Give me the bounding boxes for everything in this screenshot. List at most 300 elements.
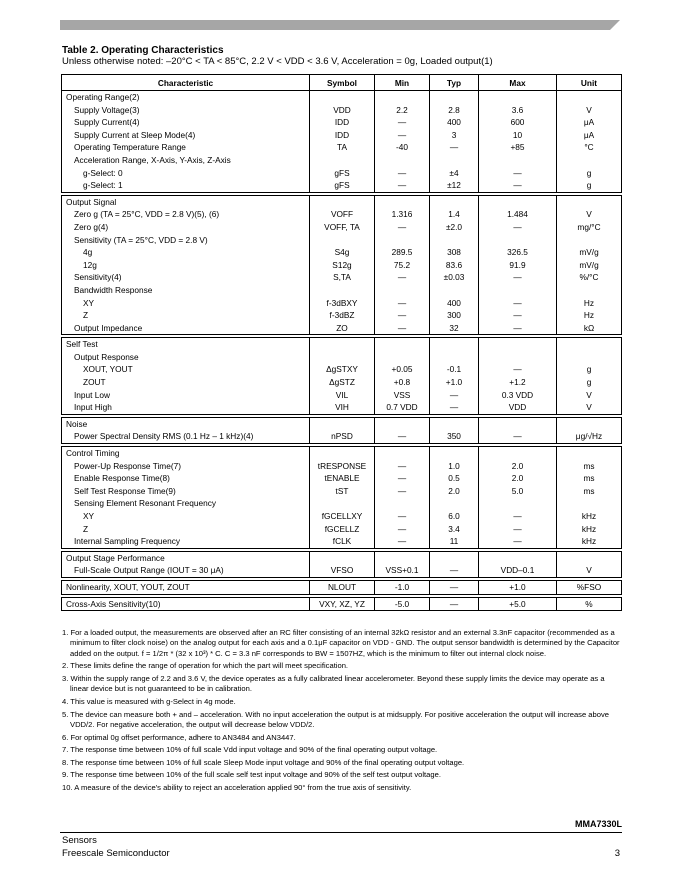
characteristic-label: Zero g (TA = 25°C, VDD = 2.8 V)(5), (6) <box>74 209 220 220</box>
cell-value: °C <box>584 142 594 153</box>
characteristic-label: Operating Temperature Range <box>74 142 186 153</box>
column-header: Symbol <box>310 75 375 91</box>
cell-value: NLOUT <box>327 581 357 592</box>
cell-value <box>479 196 556 209</box>
cell-value: S4g <box>334 247 350 258</box>
cell-value <box>479 154 556 167</box>
cell-value: — <box>397 129 407 140</box>
table-section <box>62 91 622 193</box>
column-header: Min <box>375 75 430 91</box>
cell-value: VSS <box>393 389 411 400</box>
cell-value: kHz <box>581 511 597 521</box>
table-section <box>62 417 622 443</box>
cell-value: g <box>586 377 592 388</box>
cell-value: — <box>513 180 522 191</box>
table-cell <box>479 580 557 594</box>
table-cell <box>310 338 375 415</box>
cell-value: +5.0 <box>509 598 526 609</box>
cell-value: %FSO <box>576 581 602 592</box>
cell-value <box>310 338 374 351</box>
cell-value: — <box>513 221 522 232</box>
cell-value: — <box>513 511 522 521</box>
cell-value: ms <box>583 473 595 484</box>
cell-value <box>557 351 621 364</box>
table-cell <box>62 417 310 443</box>
cell-value: μA <box>583 129 595 140</box>
column-header: Characteristic <box>62 75 310 91</box>
cell-value: — <box>397 117 407 128</box>
table-cell <box>62 597 310 611</box>
cell-value: 2.0 <box>448 485 460 496</box>
cell-value <box>430 497 478 510</box>
table-cell <box>375 447 430 549</box>
cell-value: g <box>586 180 592 191</box>
cell-value: 400 <box>447 297 461 308</box>
cell-value: S,TA <box>333 272 351 283</box>
cell-value: VOFF <box>330 209 354 220</box>
cell-value: +0.8 <box>393 377 411 388</box>
cell-value: — <box>397 221 407 232</box>
cell-value: TA <box>337 142 347 153</box>
cell-value: +1.0 <box>445 377 463 388</box>
characteristic-label: Control Timing <box>66 448 120 459</box>
cell-value: — <box>397 310 407 321</box>
cell-value <box>310 196 374 209</box>
table-cell <box>310 417 375 443</box>
characteristic-label: Supply Current(4) <box>74 117 140 128</box>
cell-value: 91.9 <box>509 259 526 270</box>
cell-value: kHz <box>581 536 597 547</box>
table-cell <box>430 580 479 594</box>
cell-value: VDD–0.1 <box>500 565 535 576</box>
cell-value: — <box>397 485 407 496</box>
operating-characteristics-table <box>61 74 622 611</box>
cell-value: IDD <box>334 117 350 128</box>
cell-value: V <box>586 565 592 576</box>
cell-value: 2.8 <box>448 104 460 115</box>
cell-value: — <box>449 142 459 153</box>
footer-divider <box>60 832 622 833</box>
footer-company: Freescale Semiconductor <box>62 848 170 859</box>
footnote: 5. The device can measure both + and – acceleration. With no input acceleration the output is at midsupply. For positive acceleration the output will increase above VDD/2. For negative acceleration, the output will decrease below VDD/2. <box>62 709 609 729</box>
cell-value <box>430 284 478 297</box>
cell-value <box>375 497 429 510</box>
cell-value: IDD <box>334 129 350 140</box>
cell-value: 11 <box>449 536 459 547</box>
cell-value: +0.05 <box>391 364 413 375</box>
cell-value: tRESPONSE <box>317 460 367 471</box>
cell-value: g <box>586 364 592 375</box>
characteristic-label: Self Test Response Time(9) <box>74 485 176 496</box>
cell-value <box>479 338 556 351</box>
footnote: 1. For a loaded output, the measurements are observed after an RC filter consisting of an internal 32kΩ resistor and an external 3.3nF capacitor (recommended as a minimum to filter clock noise) on the analog output for each axis and a 0.1μF capacitor on VDD - GND. The output sensor bandwidth is determined by the Capacitor added on the output. f = 1/2π * (32 x 10³) * C. C = 3.3 nF corresponds to BW = 1507HZ, which is the minimum to filter out internal clock noise. <box>62 628 620 658</box>
cell-value <box>430 338 478 351</box>
table-cell <box>479 597 557 611</box>
cell-value: kHz <box>581 523 597 534</box>
cell-value: — <box>449 581 459 592</box>
cell-value: VIL <box>335 389 349 400</box>
cell-value <box>430 154 478 167</box>
cell-value: 2.2 <box>396 104 408 115</box>
cell-value: g <box>586 167 592 178</box>
cell-value: tENABLE <box>324 473 360 484</box>
cell-value: +1.0 <box>509 581 526 592</box>
cell-value: 308 <box>447 247 461 258</box>
characteristic-label: XOUT, YOUT <box>83 364 133 375</box>
cell-value: — <box>513 364 522 375</box>
cell-value <box>310 447 374 460</box>
table-cell <box>62 195 310 335</box>
characteristic-label: XY <box>83 297 95 308</box>
cell-value <box>557 154 621 167</box>
cell-value: gFS <box>334 180 350 191</box>
table-cell <box>557 447 622 549</box>
cell-value: 3.6 <box>511 104 524 115</box>
cell-value <box>310 351 374 364</box>
cell-value: f-3dBXY <box>326 297 358 308</box>
cell-value: — <box>513 523 522 534</box>
characteristic-label: XY <box>83 511 95 521</box>
table-cell <box>430 447 479 549</box>
table-title: Table 2. Operating Characteristics <box>62 45 224 56</box>
cell-value: V <box>586 389 592 400</box>
cell-value: -0.1 <box>446 364 462 375</box>
cell-value: — <box>397 272 407 283</box>
cell-value: 400 <box>447 117 461 128</box>
part-number: MMA7330L <box>574 819 622 829</box>
characteristic-label: Self Test <box>66 339 98 350</box>
characteristic-label: Bandwidth Response <box>74 284 153 295</box>
characteristic-label: Input Low <box>74 389 110 400</box>
characteristic-label: Operating Range(2) <box>66 92 140 102</box>
characteristic-label: Cross-Axis Sensitivity(10) <box>66 598 161 609</box>
cell-value: % <box>585 598 593 609</box>
table-cell <box>62 580 310 594</box>
cell-value <box>310 552 374 565</box>
table-cell <box>310 91 375 193</box>
table-cell <box>557 195 622 335</box>
cell-value <box>375 447 429 460</box>
footnote: 9. The response time between 10% of the full scale self test input voltage and 90% of the self test output voltage. <box>62 770 441 780</box>
characteristic-label: 12g <box>83 259 97 270</box>
characteristic-label: Full-Scale Output Range (IOUT = 30 μA) <box>74 565 224 576</box>
cell-value: — <box>513 297 522 308</box>
footer-category: Sensors <box>62 835 97 846</box>
cell-value: VDD <box>508 402 527 413</box>
cell-value: 75.2 <box>393 259 411 270</box>
cell-value <box>479 552 556 565</box>
table-cell <box>62 338 310 415</box>
cell-value <box>430 447 478 460</box>
cell-value: μA <box>583 117 595 128</box>
table-section <box>62 338 622 415</box>
cell-value <box>375 418 429 431</box>
characteristic-label: Sensitivity (TA = 25°C, VDD = 2.8 V) <box>74 234 208 245</box>
cell-value <box>430 234 478 247</box>
cell-value <box>557 447 621 460</box>
cell-value: kΩ <box>583 322 595 333</box>
table-section <box>62 195 622 335</box>
cell-value <box>557 234 621 247</box>
cell-value <box>479 234 556 247</box>
table-cell <box>557 580 622 594</box>
cell-value: mg/°C <box>577 221 601 232</box>
cell-value: VFSO <box>330 565 354 576</box>
cell-value: Hz <box>583 297 595 308</box>
footnotes <box>62 628 622 796</box>
cell-value: 0.7 VDD <box>386 402 418 413</box>
cell-value: 1.316 <box>391 209 413 220</box>
table-cell <box>479 551 557 577</box>
cell-value: -1.0 <box>394 581 410 592</box>
table-cell <box>62 551 310 577</box>
header-bar <box>60 20 620 30</box>
cell-value: 1.4 <box>448 209 460 220</box>
cell-value: — <box>397 180 407 191</box>
footnote: 8. The response time between 10% of full scale Sleep Mode input voltage and 90% of the final operating output voltage. <box>62 757 465 767</box>
cell-value: mV/g <box>579 259 599 270</box>
characteristic-label: Internal Sampling Frequency <box>74 536 181 547</box>
table-cell <box>479 447 557 549</box>
cell-value: 1.484 <box>507 209 528 220</box>
cell-value: — <box>513 167 522 178</box>
cell-value: V <box>586 209 592 220</box>
cell-value <box>557 497 621 510</box>
footnote: 6. For optimal 0g offset performance, adhere to AN3484 and AN3447. <box>62 732 296 742</box>
cell-value: — <box>397 523 407 534</box>
table-subtitle: Unless otherwise noted: –20°C < TA < 85°C, 2.2 V < VDD < 3.6 V, Acceleration = 0g, Loaded output(1) <box>62 56 493 67</box>
cell-value: 2.0 <box>511 460 524 471</box>
table-cell <box>310 551 375 577</box>
cell-value <box>310 91 374 104</box>
cell-value <box>375 91 429 104</box>
cell-value <box>430 552 478 565</box>
table-section <box>62 551 622 577</box>
table-cell <box>557 91 622 193</box>
cell-value: ms <box>583 460 595 471</box>
cell-value <box>557 418 621 431</box>
table-cell <box>310 195 375 335</box>
cell-value <box>479 447 556 460</box>
cell-value: VIH <box>335 402 349 413</box>
cell-value <box>479 418 556 431</box>
cell-value: — <box>513 431 522 442</box>
cell-value <box>479 91 556 104</box>
cell-value: f-3dBZ <box>329 310 355 321</box>
characteristic-label: Noise <box>66 418 88 429</box>
cell-value: 289.5 <box>391 247 413 258</box>
characteristic-label: ZOUT <box>83 377 106 388</box>
cell-value <box>310 284 374 297</box>
characteristic-label: Output Signal <box>66 196 117 207</box>
characteristic-label: Output Response <box>74 351 139 362</box>
cell-value: — <box>449 598 459 609</box>
cell-value <box>430 418 478 431</box>
cell-value: +85 <box>510 142 525 153</box>
cell-value <box>375 351 429 364</box>
cell-value <box>479 351 556 364</box>
table-cell <box>310 597 375 611</box>
cell-value: 0.5 <box>448 473 460 484</box>
table-section <box>62 597 622 611</box>
column-header: Unit <box>557 75 622 91</box>
cell-value: mV/g <box>579 247 599 258</box>
characteristic-label: Output Impedance <box>74 322 143 333</box>
cell-value: ±4 <box>449 167 459 178</box>
cell-value <box>430 91 478 104</box>
table-cell <box>375 195 430 335</box>
cell-value: 3.4 <box>448 523 460 534</box>
cell-value: 2.0 <box>511 473 524 484</box>
cell-value: — <box>449 402 459 413</box>
cell-value: ΔgSTXY <box>326 364 358 375</box>
cell-value: 10 <box>512 129 523 140</box>
cell-value: — <box>449 389 459 400</box>
table-cell <box>375 597 430 611</box>
table-cell <box>430 338 479 415</box>
table-cell <box>375 417 430 443</box>
cell-value: — <box>397 431 407 442</box>
footnote: 7. The response time between 10% of full scale Vdd input voltage and 90% of the final operating output voltage. <box>62 745 438 755</box>
cell-value: VXY, XZ, YZ <box>319 598 365 609</box>
cell-value: 6.0 <box>448 511 460 521</box>
cell-value <box>375 338 429 351</box>
table-cell <box>430 91 479 193</box>
cell-value: tST <box>335 485 349 496</box>
cell-value: Hz <box>583 310 595 321</box>
cell-value <box>375 284 429 297</box>
cell-value: S12g <box>332 259 352 270</box>
cell-value: — <box>397 167 407 178</box>
cell-value: ΔgSTZ <box>329 377 355 388</box>
table-cell <box>310 447 375 549</box>
cell-value: %/°C <box>579 272 599 283</box>
cell-value: nPSD <box>331 431 353 442</box>
table-cell <box>479 338 557 415</box>
table-cell <box>375 91 430 193</box>
cell-value: VOFF, TA <box>324 221 360 232</box>
characteristic-label: Sensing Element Resonant Frequency <box>74 498 217 509</box>
characteristic-label: Supply Voltage(3) <box>74 104 140 115</box>
page-number: 3 <box>614 848 620 859</box>
cell-value <box>479 497 556 510</box>
cell-value: fGCELLXY <box>321 511 363 521</box>
cell-value: — <box>397 322 407 333</box>
cell-value <box>557 338 621 351</box>
cell-value: 1.0 <box>448 460 460 471</box>
cell-value: — <box>397 297 407 308</box>
cell-value <box>557 552 621 565</box>
characteristic-label: Z <box>83 310 89 321</box>
table-cell <box>375 580 430 594</box>
cell-value: ZO <box>336 322 348 333</box>
cell-value: fCLK <box>332 536 352 547</box>
cell-value: ±0.03 <box>443 272 465 283</box>
table-cell <box>430 551 479 577</box>
characteristic-label: Sensitivity(4) <box>74 272 122 283</box>
characteristic-label: Power-Up Response Time(7) <box>74 460 181 471</box>
cell-value: 83.6 <box>445 259 463 270</box>
footnote: 3. Within the supply range of 2.2 and 3.6 V, the device operates as a fully calibrated linear accelerometer. Beyond these supply limits the device may operate as a linear device but is not guaranteed to be in calibration. <box>62 674 605 694</box>
cell-value: — <box>513 310 522 321</box>
characteristic-label: Nonlinearity, XOUT, YOUT, ZOUT <box>66 581 190 592</box>
cell-value: — <box>513 536 522 547</box>
table-cell <box>62 447 310 549</box>
cell-value <box>375 154 429 167</box>
cell-value: — <box>397 511 407 521</box>
cell-value: V <box>586 402 592 413</box>
cell-value <box>310 497 374 510</box>
cell-value: 326.5 <box>507 247 528 258</box>
cell-value: -5.0 <box>394 598 410 609</box>
table-cell <box>479 91 557 193</box>
table-section <box>62 580 622 594</box>
cell-value: 0.3 VDD <box>501 389 534 400</box>
table-cell <box>557 597 622 611</box>
cell-value <box>375 234 429 247</box>
column-header: Max <box>479 75 557 91</box>
cell-value: 3 <box>451 129 457 140</box>
cell-value: — <box>513 272 522 283</box>
cell-value: — <box>397 473 407 484</box>
cell-value <box>557 284 621 297</box>
characteristic-label: Output Stage Performance <box>66 552 165 563</box>
footnote: 2. These limits define the range of operation for which the part will meet specification. <box>62 661 349 671</box>
table-header-row <box>62 75 622 91</box>
cell-value <box>557 196 621 209</box>
table-cell <box>375 551 430 577</box>
table-cell <box>430 417 479 443</box>
characteristic-label: g-Select: 0 <box>83 167 123 178</box>
cell-value: — <box>449 565 459 576</box>
cell-value <box>479 284 556 297</box>
table-cell <box>430 597 479 611</box>
table-section <box>62 447 622 549</box>
cell-value: ±2.0 <box>445 221 463 232</box>
table-cell <box>310 580 375 594</box>
characteristic-label: Zero g(4) <box>74 221 109 232</box>
cell-value <box>375 552 429 565</box>
cell-value <box>310 234 374 247</box>
cell-value: gFS <box>334 167 350 178</box>
characteristic-label: Input High <box>74 402 112 413</box>
cell-value: fGCELLZ <box>324 523 360 534</box>
table-cell <box>479 195 557 335</box>
cell-value: μg/√Hz <box>575 431 603 442</box>
table-cell <box>62 91 310 193</box>
cell-value: 300 <box>447 310 461 321</box>
characteristic-label: Z <box>83 523 89 534</box>
cell-value: 32 <box>449 322 459 333</box>
table-cell <box>557 338 622 415</box>
cell-value <box>375 196 429 209</box>
characteristic-label: Power Spectral Density RMS (0.1 Hz – 1 kHz)(4) <box>74 431 254 442</box>
cell-value: 350 <box>447 431 461 442</box>
cell-value: ±12 <box>447 180 461 191</box>
cell-value: 5.0 <box>511 485 524 496</box>
cell-value: ms <box>583 485 595 496</box>
cell-value: VSS+0.1 <box>385 565 419 576</box>
cell-value: — <box>397 536 407 547</box>
table-cell <box>557 551 622 577</box>
characteristic-label: Enable Response Time(8) <box>74 473 170 484</box>
cell-value <box>430 196 478 209</box>
cell-value: 600 <box>510 117 525 128</box>
table-cell <box>430 195 479 335</box>
cell-value: — <box>397 460 407 471</box>
characteristic-label: 4g <box>83 247 93 258</box>
table-cell <box>375 338 430 415</box>
